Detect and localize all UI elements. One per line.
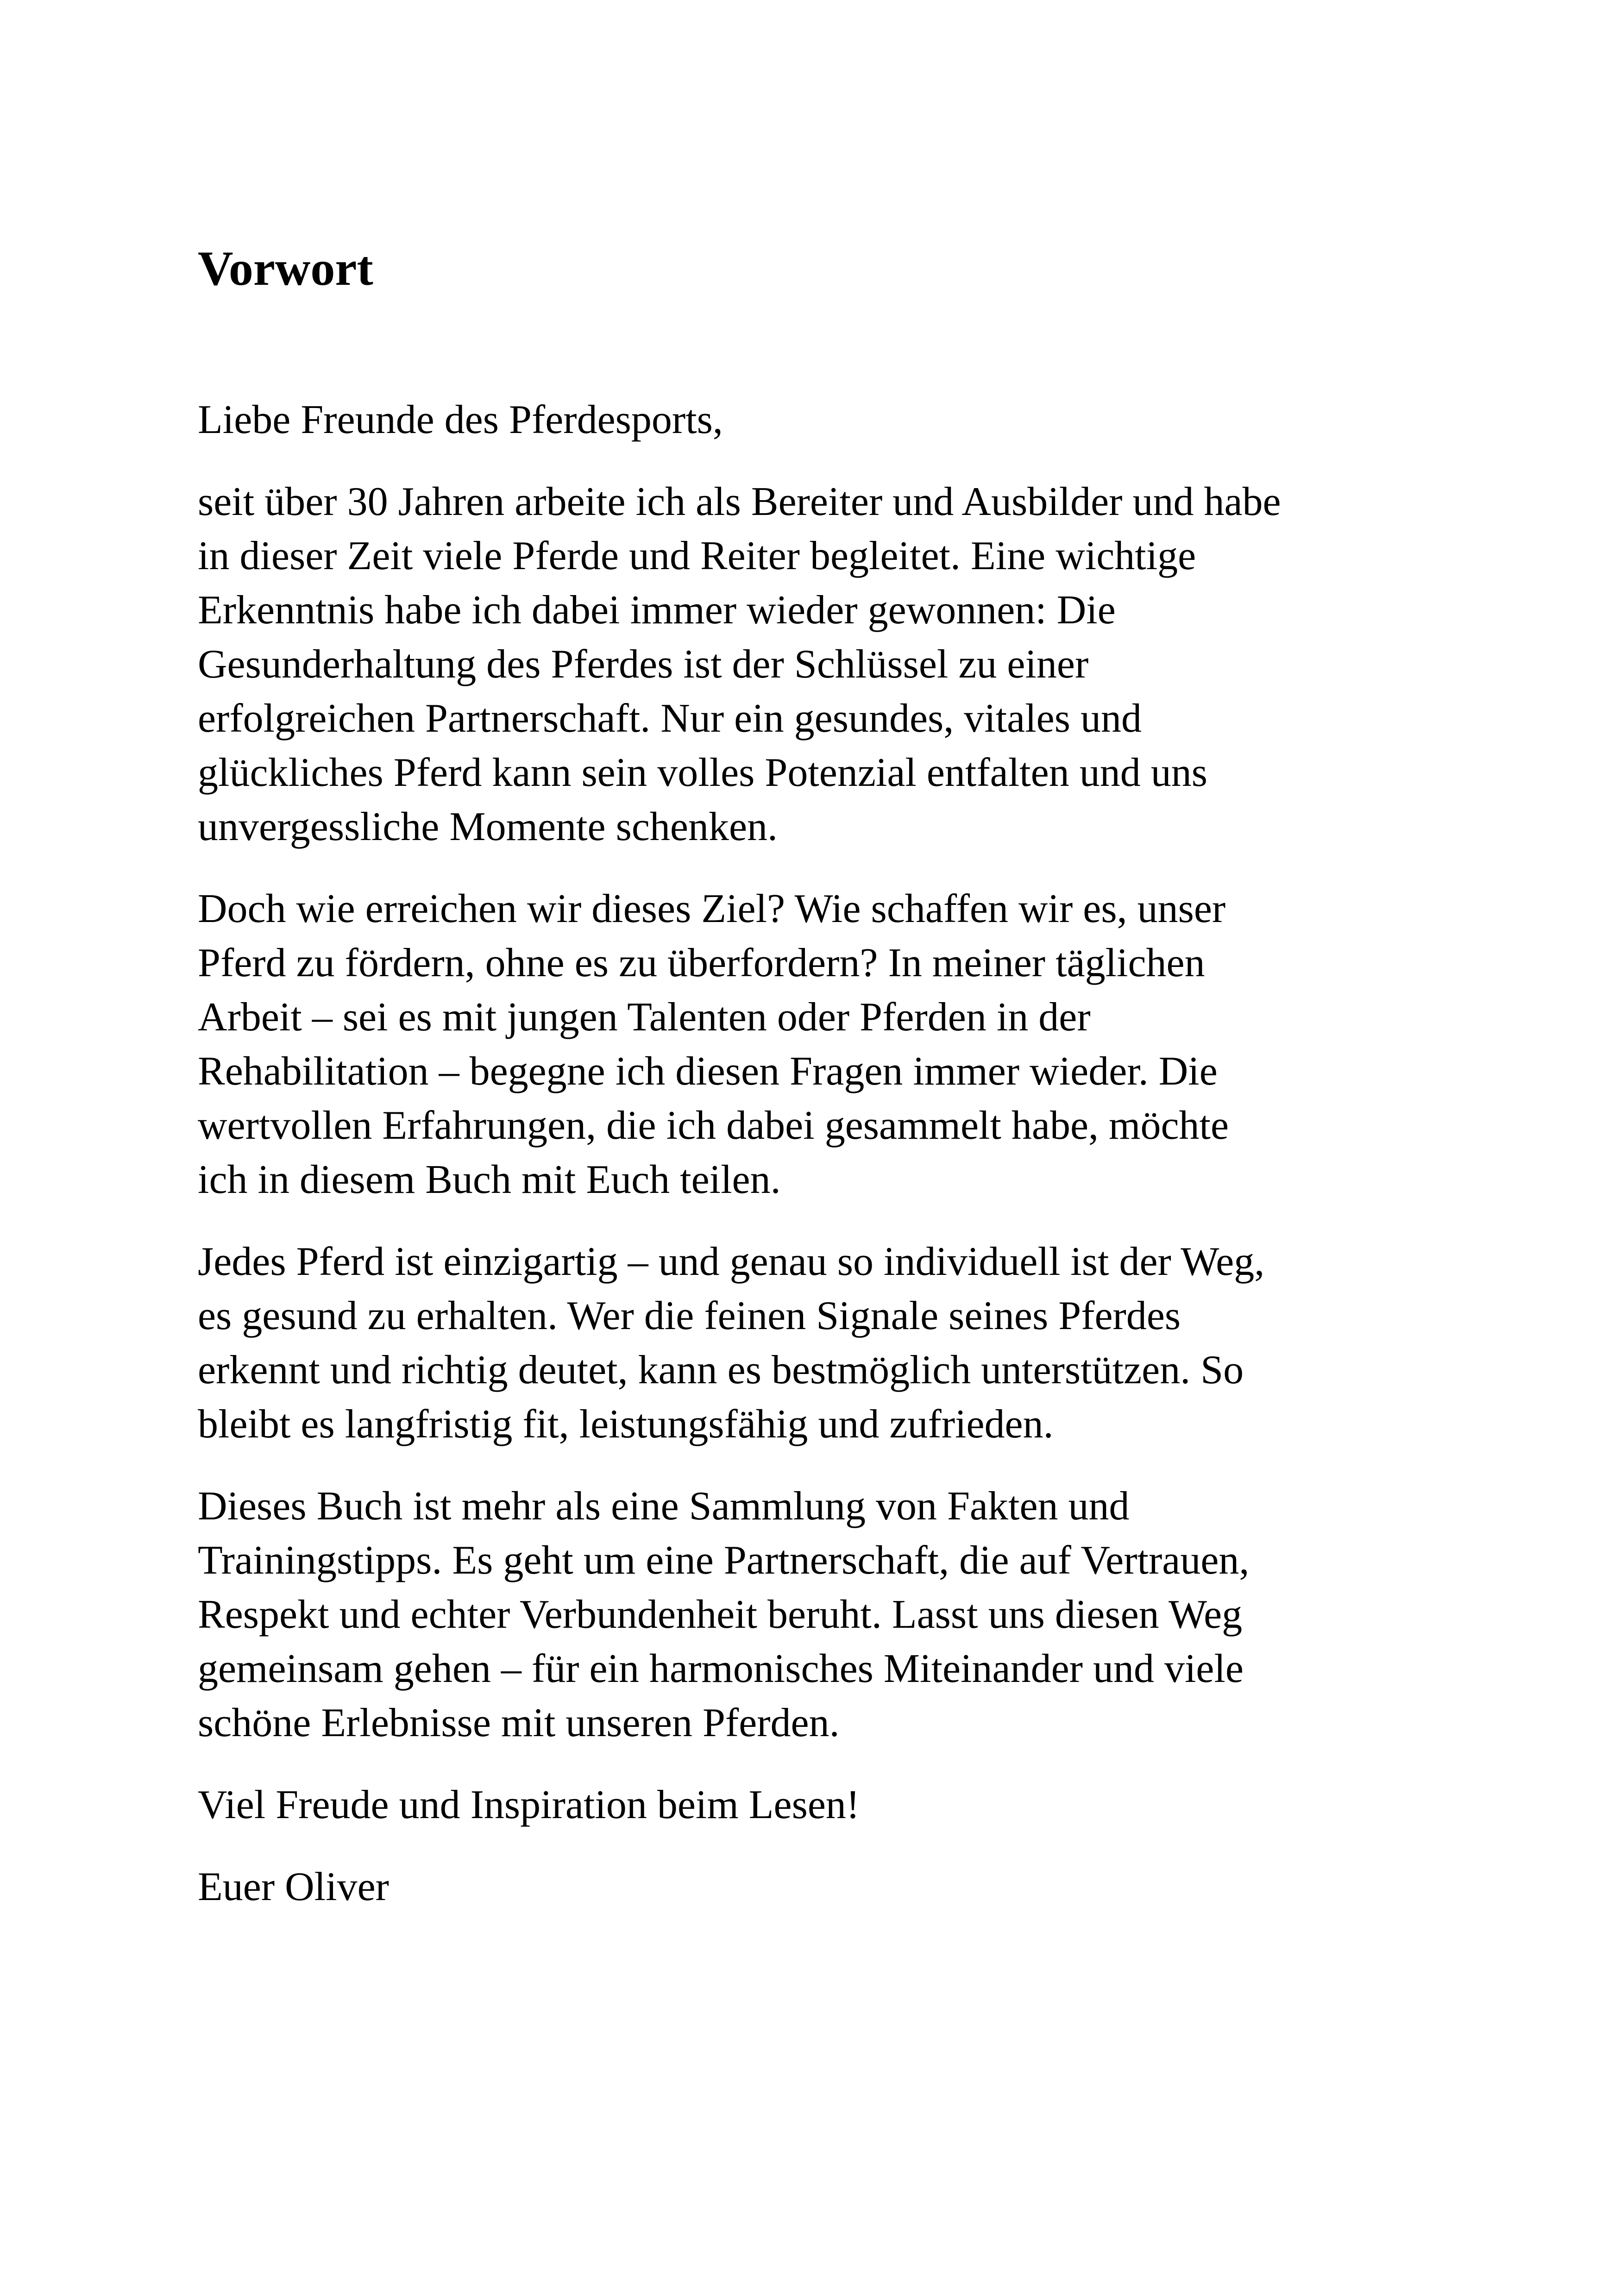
paragraph-2 [198,882,1448,1207]
paragraph-line: wertvollen Erfahrungen, die ich dabei gesammelt habe, möchte [198,1103,1229,1148]
paragraph-line: Arbeit – sei es mit jungen Talenten oder Pferden in der [198,995,1091,1040]
paragraph-4 [198,1479,1448,1750]
paragraph-line: Erkenntnis habe ich dabei immer wieder gewonnen: Die [198,588,1116,633]
paragraph-1 [198,475,1448,854]
paragraph-line: gemeinsam gehen – für ein harmonisches Miteinander und viele [198,1646,1244,1691]
paragraph-line: erkennt und richtig deutet, kann es bestmöglich unterstützen. So [198,1348,1244,1393]
paragraph-line: bleibt es langfristig fit, leistungsfähig und zufrieden. [198,1402,1054,1447]
page-title: Vorwort [198,241,373,295]
paragraph-line: erfolgreichen Partnerschaft. Nur ein gesundes, vitales und [198,696,1142,741]
salutation: Liebe Freunde des Pferdesports, [198,397,723,442]
paragraph-line: seit über 30 Jahren arbeite ich als Bereiter und Ausbilder und habe [198,479,1281,524]
paragraph-line: Respekt und echter Verbundenheit beruht. Lasst uns diesen Weg [198,1592,1243,1637]
paragraph-line: Gesunderhaltung des Pferdes ist der Schlüssel zu einer [198,642,1089,687]
paragraph-line: Rehabilitation – begegne ich diesen Fragen immer wieder. Die [198,1049,1218,1094]
signature: Euer Oliver [198,1864,389,1909]
paragraph-line: ich in diesem Buch mit Euch teilen. [198,1157,781,1202]
paragraph-line: es gesund zu erhalten. Wer die feinen Signale seines Pferdes [198,1293,1181,1338]
document-content [198,232,1448,1914]
paragraph-line: schöne Erlebnisse mit unseren Pferden. [198,1700,840,1745]
closing-line: Viel Freude und Inspiration beim Lesen! [198,1782,860,1827]
paragraph-line: Jedes Pferd ist einzigartig – und genau so individuell ist der Weg, [198,1239,1265,1284]
paragraph-line: Trainingstipps. Es geht um eine Partnerschaft, die auf Vertrauen, [198,1538,1250,1583]
paragraph-3 [198,1235,1448,1451]
paragraph-line: Pferd zu fördern, ohne es zu überfordern? In meiner täglichen [198,941,1205,985]
paragraph-line: in dieser Zeit viele Pferde und Reiter begleitet. Eine wichtige [198,533,1196,578]
paragraph-line: Dieses Buch ist mehr als eine Sammlung von Fakten und [198,1484,1130,1529]
paragraph-line: unvergessliche Momente schenken. [198,804,778,849]
paragraph-line: Doch wie erreichen wir dieses Ziel? Wie schaffen wir es, unser [198,886,1226,931]
paragraph-line: glückliches Pferd kann sein volles Potenzial entfalten und uns [198,750,1207,795]
